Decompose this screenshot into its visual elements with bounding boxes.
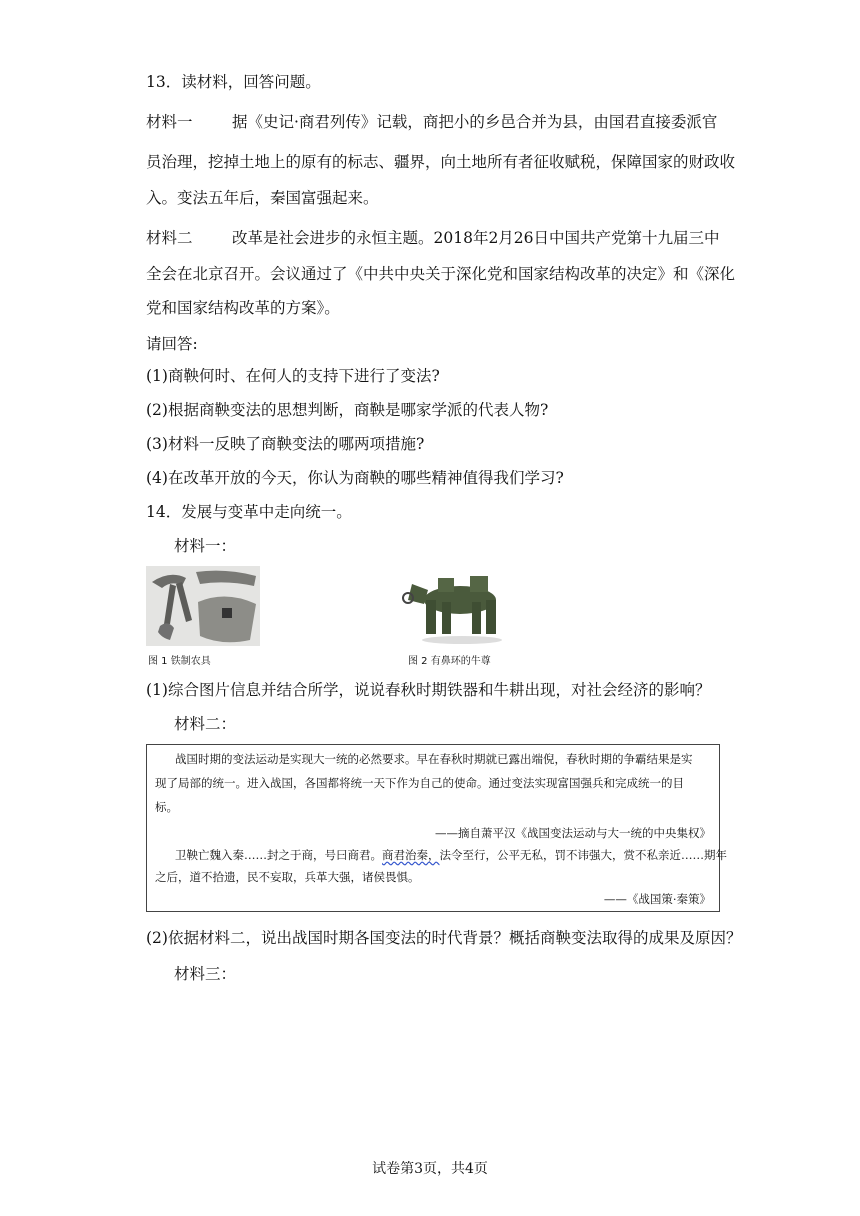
iron-farm-tools-image [146, 566, 260, 646]
q14-question-2: (2)依据材料二，说出战国时期各国变法的时代背景？概括商鞅变法取得的成果及原因？ [146, 929, 742, 947]
q14-figures [146, 566, 566, 666]
fig1-caption: 图 1 铁制农具 [148, 656, 211, 667]
q13-question-4: (4)在改革开放的今天，你认为商鞅的哪些精神值得我们学习? [146, 469, 564, 487]
q14-material2-label: 材料二： [174, 715, 237, 733]
page-footer: 试卷第3页，共4页 [372, 1161, 488, 1177]
q13-material1-line3: 入。变法五年后，秦国富强起来。 [146, 189, 379, 207]
box-p1-line3: 标。 [155, 800, 178, 814]
box-p2-line1: 卫鞅亡魏入秦……封之于商，号曰商君。商君治秦，法令至行，公平无私，罚不讳强大，赏不私亲近……期年 [175, 848, 727, 862]
q14-title: 14．发展与变革中走向统一。 [146, 503, 352, 521]
q13-material1-line1: 材料一 据《史记·商君列传》记载，商把小的乡邑合并为县，由国君直接委派官 [146, 113, 718, 131]
wavy-underlined-phrase: 商君治秦， [382, 848, 440, 862]
q13-question-1: (1)商鞅何时、在何人的支持下进行了变法? [146, 367, 440, 385]
box-p2-line2: 之后，道不拾遗，民不妄取，兵革大强，诸侯畏惧。 [155, 870, 420, 884]
q13-prompt: 请回答: [146, 335, 198, 353]
box-p1-source: ——摘自萧平汉《战国变法运动与大一统的中央集权》 [435, 826, 711, 840]
box-p2-source: ——《战国策·秦策》 [603, 892, 711, 906]
q14-material3-label: 材料三： [174, 965, 237, 983]
box-p1-line2: 现了局部的统一。进入战国，各国都将统一天下作为自己的使命。通过变法实现富国强兵和完成统一的目 [155, 776, 684, 790]
q13-material2-line3: 党和国家结构改革的方案》。 [146, 299, 340, 317]
q13-material1-label: 材料一 [146, 113, 193, 131]
q14-material1-label: 材料一： [174, 537, 237, 555]
q13-question-2: (2)根据商鞅变法的思想判断，商鞅是哪家学派的代表人物? [146, 401, 549, 419]
q13-material2-line2: 全会在北京召开。会议通过了《中共中央关于深化党和国家结构改革的决定》和《深化 [146, 265, 736, 283]
q13-title: 13．读材料，回答问题。 [146, 73, 321, 91]
q14-material2-box [146, 744, 727, 912]
q14-question-1: (1)综合图片信息并结合所学，说说春秋时期铁器和牛耕出现，对社会经济的影响？ [146, 681, 711, 699]
q13-material2-line1: 材料二 改革是社会进步的永恒主题。2018年2月26日中国共产党第十九届三中 [146, 229, 720, 247]
q13-question-3: (3)材料一反映了商鞅变法的哪两项措施? [146, 435, 425, 453]
box-p1-line1: 战国时期的变法运动是实现大一统的必然要求。早在春秋时期就已露出端倪，春秋时期的争霸结果是实 [175, 752, 693, 766]
fig2-caption: 图 2 有鼻环的牛尊 [408, 656, 491, 667]
ox-zun-vessel-image [402, 570, 514, 646]
q13-material2-label: 材料二 [146, 229, 193, 247]
q13-material1-line2: 员治理，挖掉土地上的原有的标志、疆界，向土地所有者征收赋税，保障国家的财政收 [146, 153, 736, 171]
